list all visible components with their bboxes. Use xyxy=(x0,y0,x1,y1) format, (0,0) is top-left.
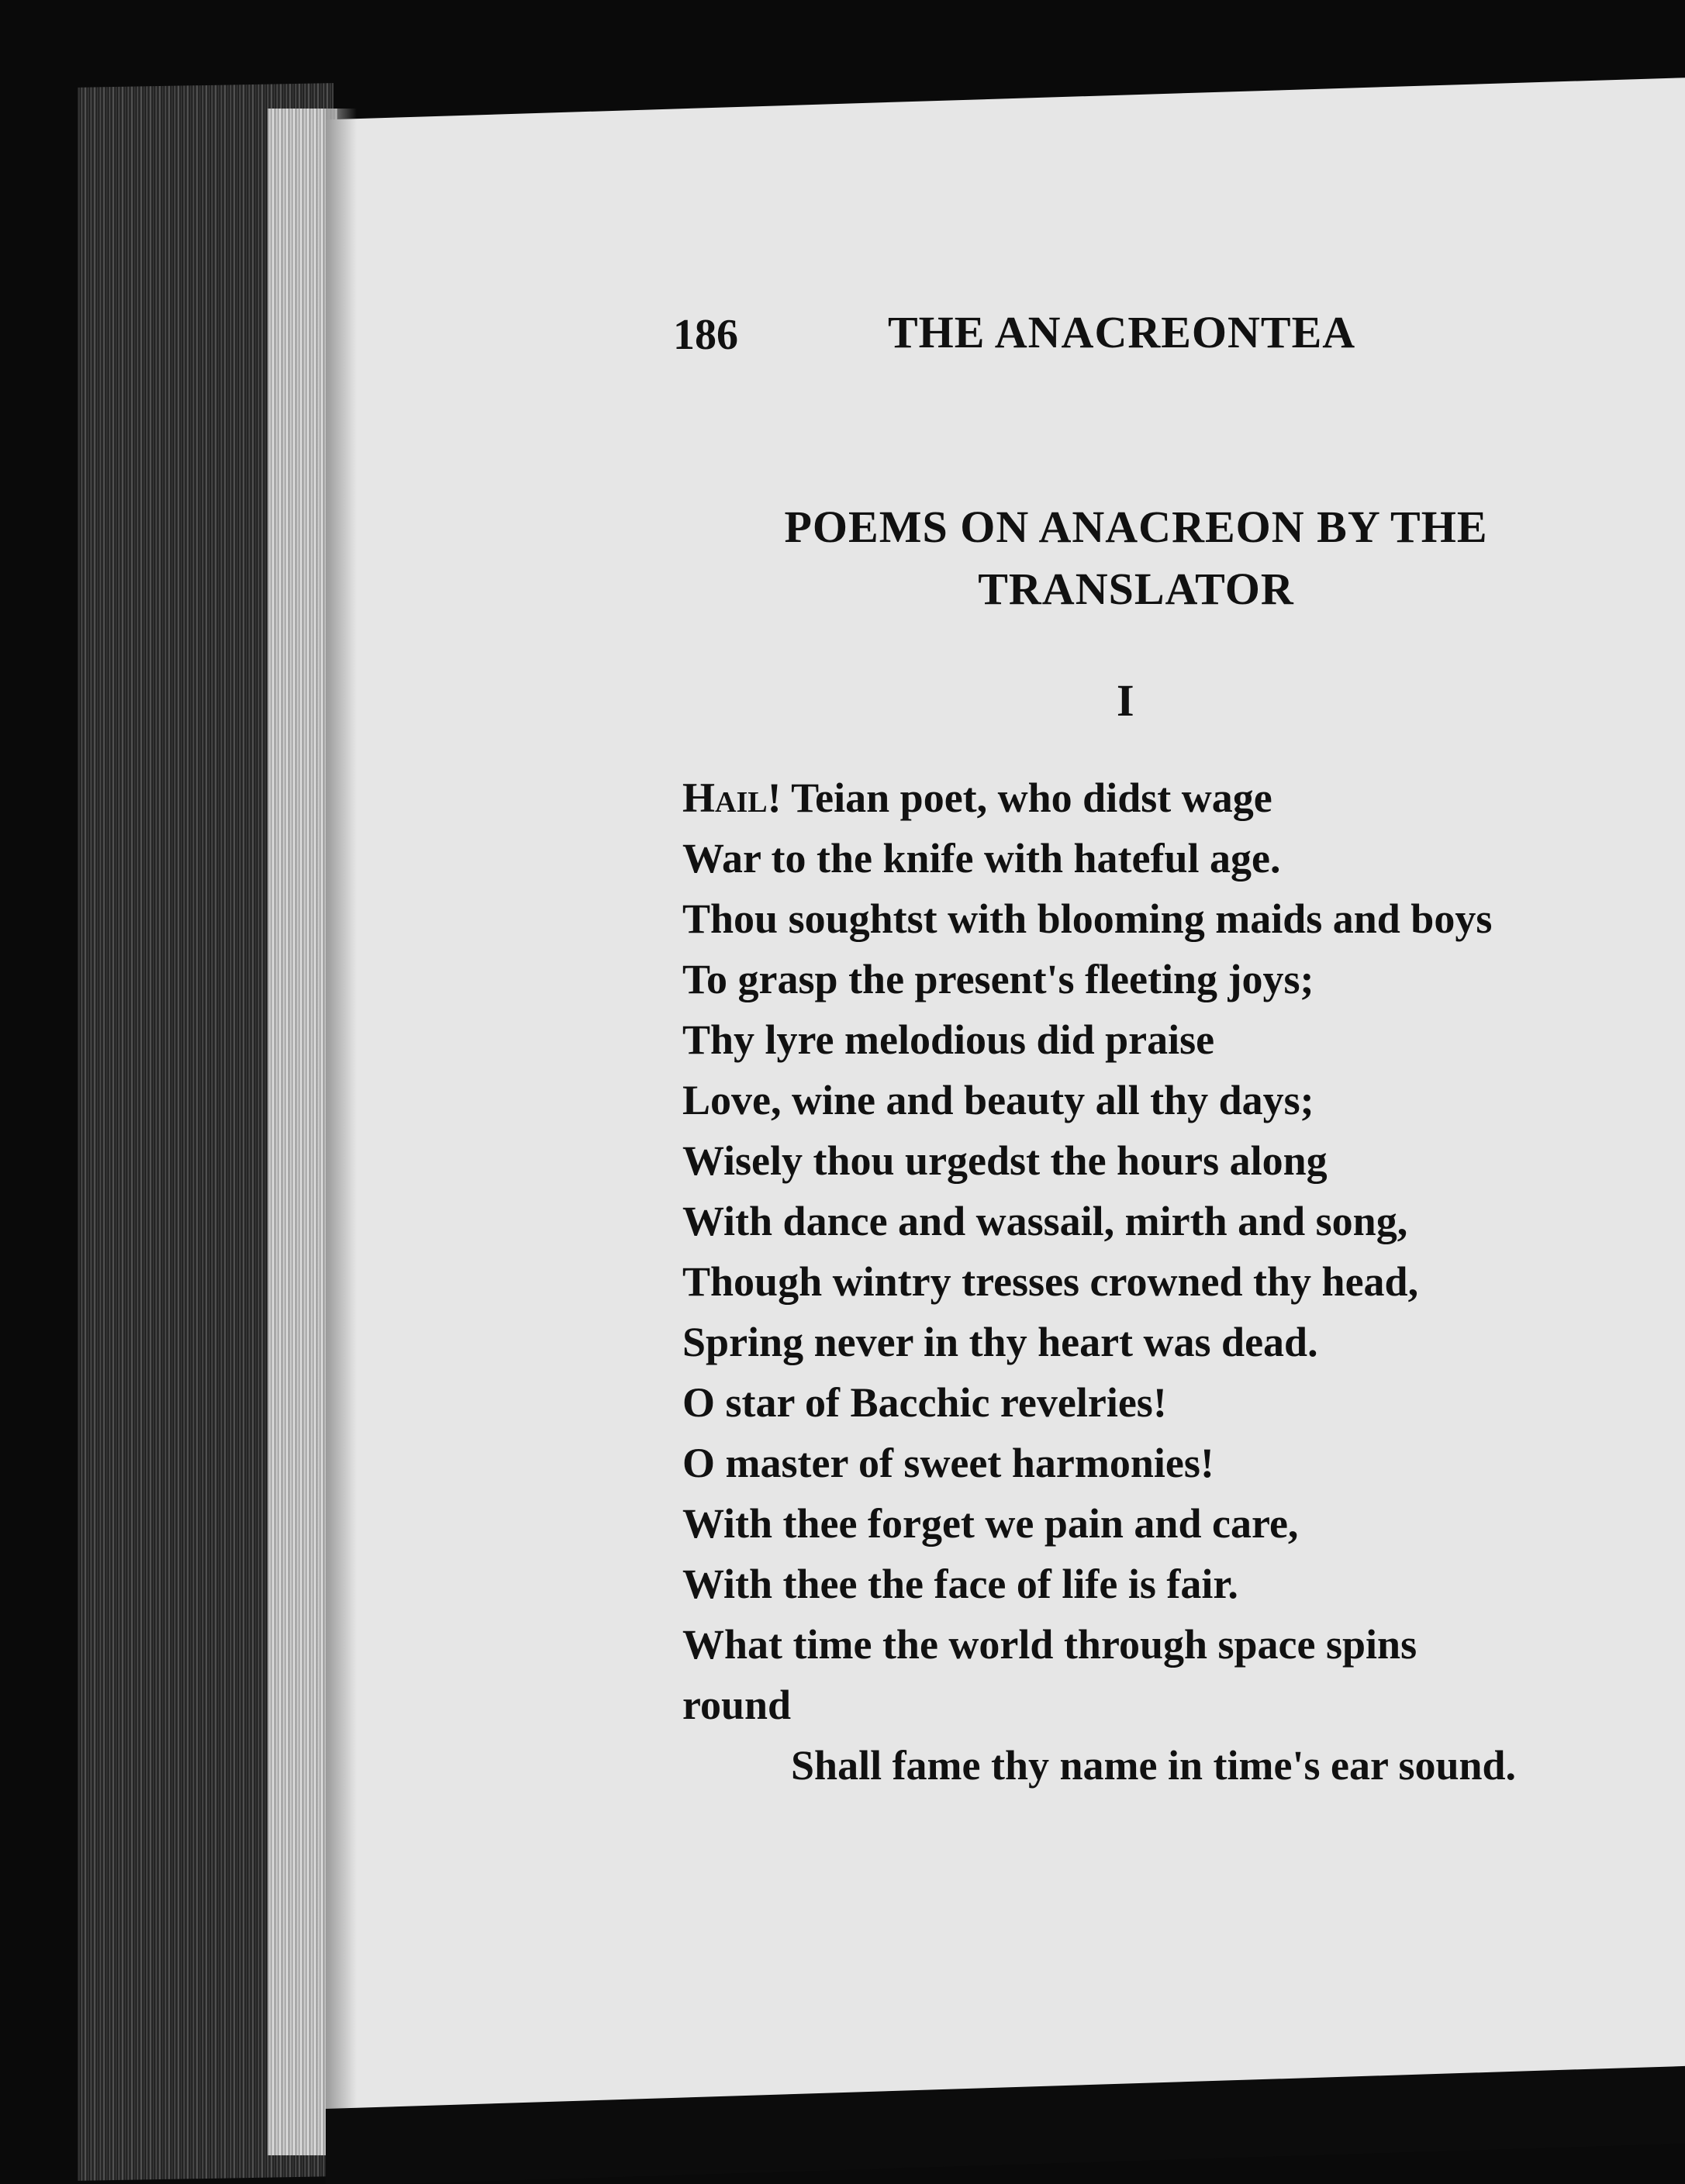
poem-line: Thy lyre melodious did praise xyxy=(682,1016,1215,1063)
poem-line: O star of Bacchic revelries! xyxy=(682,1379,1167,1426)
poem-line: With thee the face of life is fair. xyxy=(682,1561,1238,1607)
running-title: THE ANACREONTEA xyxy=(888,307,1356,357)
poem-line: Spring never in thy heart was dead. xyxy=(682,1319,1318,1365)
poem xyxy=(682,768,1636,1796)
page-number: 186 xyxy=(673,311,738,359)
section-title-line-2: TRANSLATOR xyxy=(978,564,1294,614)
poem-line: With dance and wassail, mirth and song, xyxy=(682,1198,1408,1244)
poem-line: Love, wine and beauty all thy days; xyxy=(682,1077,1314,1123)
poem-line: What time the world through space spins xyxy=(682,1621,1417,1668)
section-title-line-1: POEMS ON ANACREON BY THE xyxy=(784,502,1488,552)
drop-word: Hail xyxy=(682,775,768,821)
poem-line: War to the knife with hateful age. xyxy=(682,835,1281,882)
poem-line: Though wintry tresses crowned thy head, xyxy=(682,1258,1419,1305)
poem-line: With thee forget we pain and care, xyxy=(682,1500,1299,1547)
poem-line: round xyxy=(682,1682,792,1728)
poem-line: To grasp the present's fleeting joys; xyxy=(682,956,1314,1002)
poem-line: Wisely thou urgedst the hours along xyxy=(682,1137,1328,1184)
section-title xyxy=(706,496,1566,620)
poem-line-continuation: Shall fame thy name in time's ear sound. xyxy=(791,1742,1517,1789)
poem-line: Thou soughtst with blooming maids and boys xyxy=(682,895,1493,942)
poem-line: O master of sweet harmonies! xyxy=(682,1440,1214,1486)
poem-line-1-rest: ! Teian poet, who didst wage xyxy=(767,775,1272,821)
poem-line-1 xyxy=(682,768,1636,828)
poem-numeral: I xyxy=(1117,675,1134,726)
